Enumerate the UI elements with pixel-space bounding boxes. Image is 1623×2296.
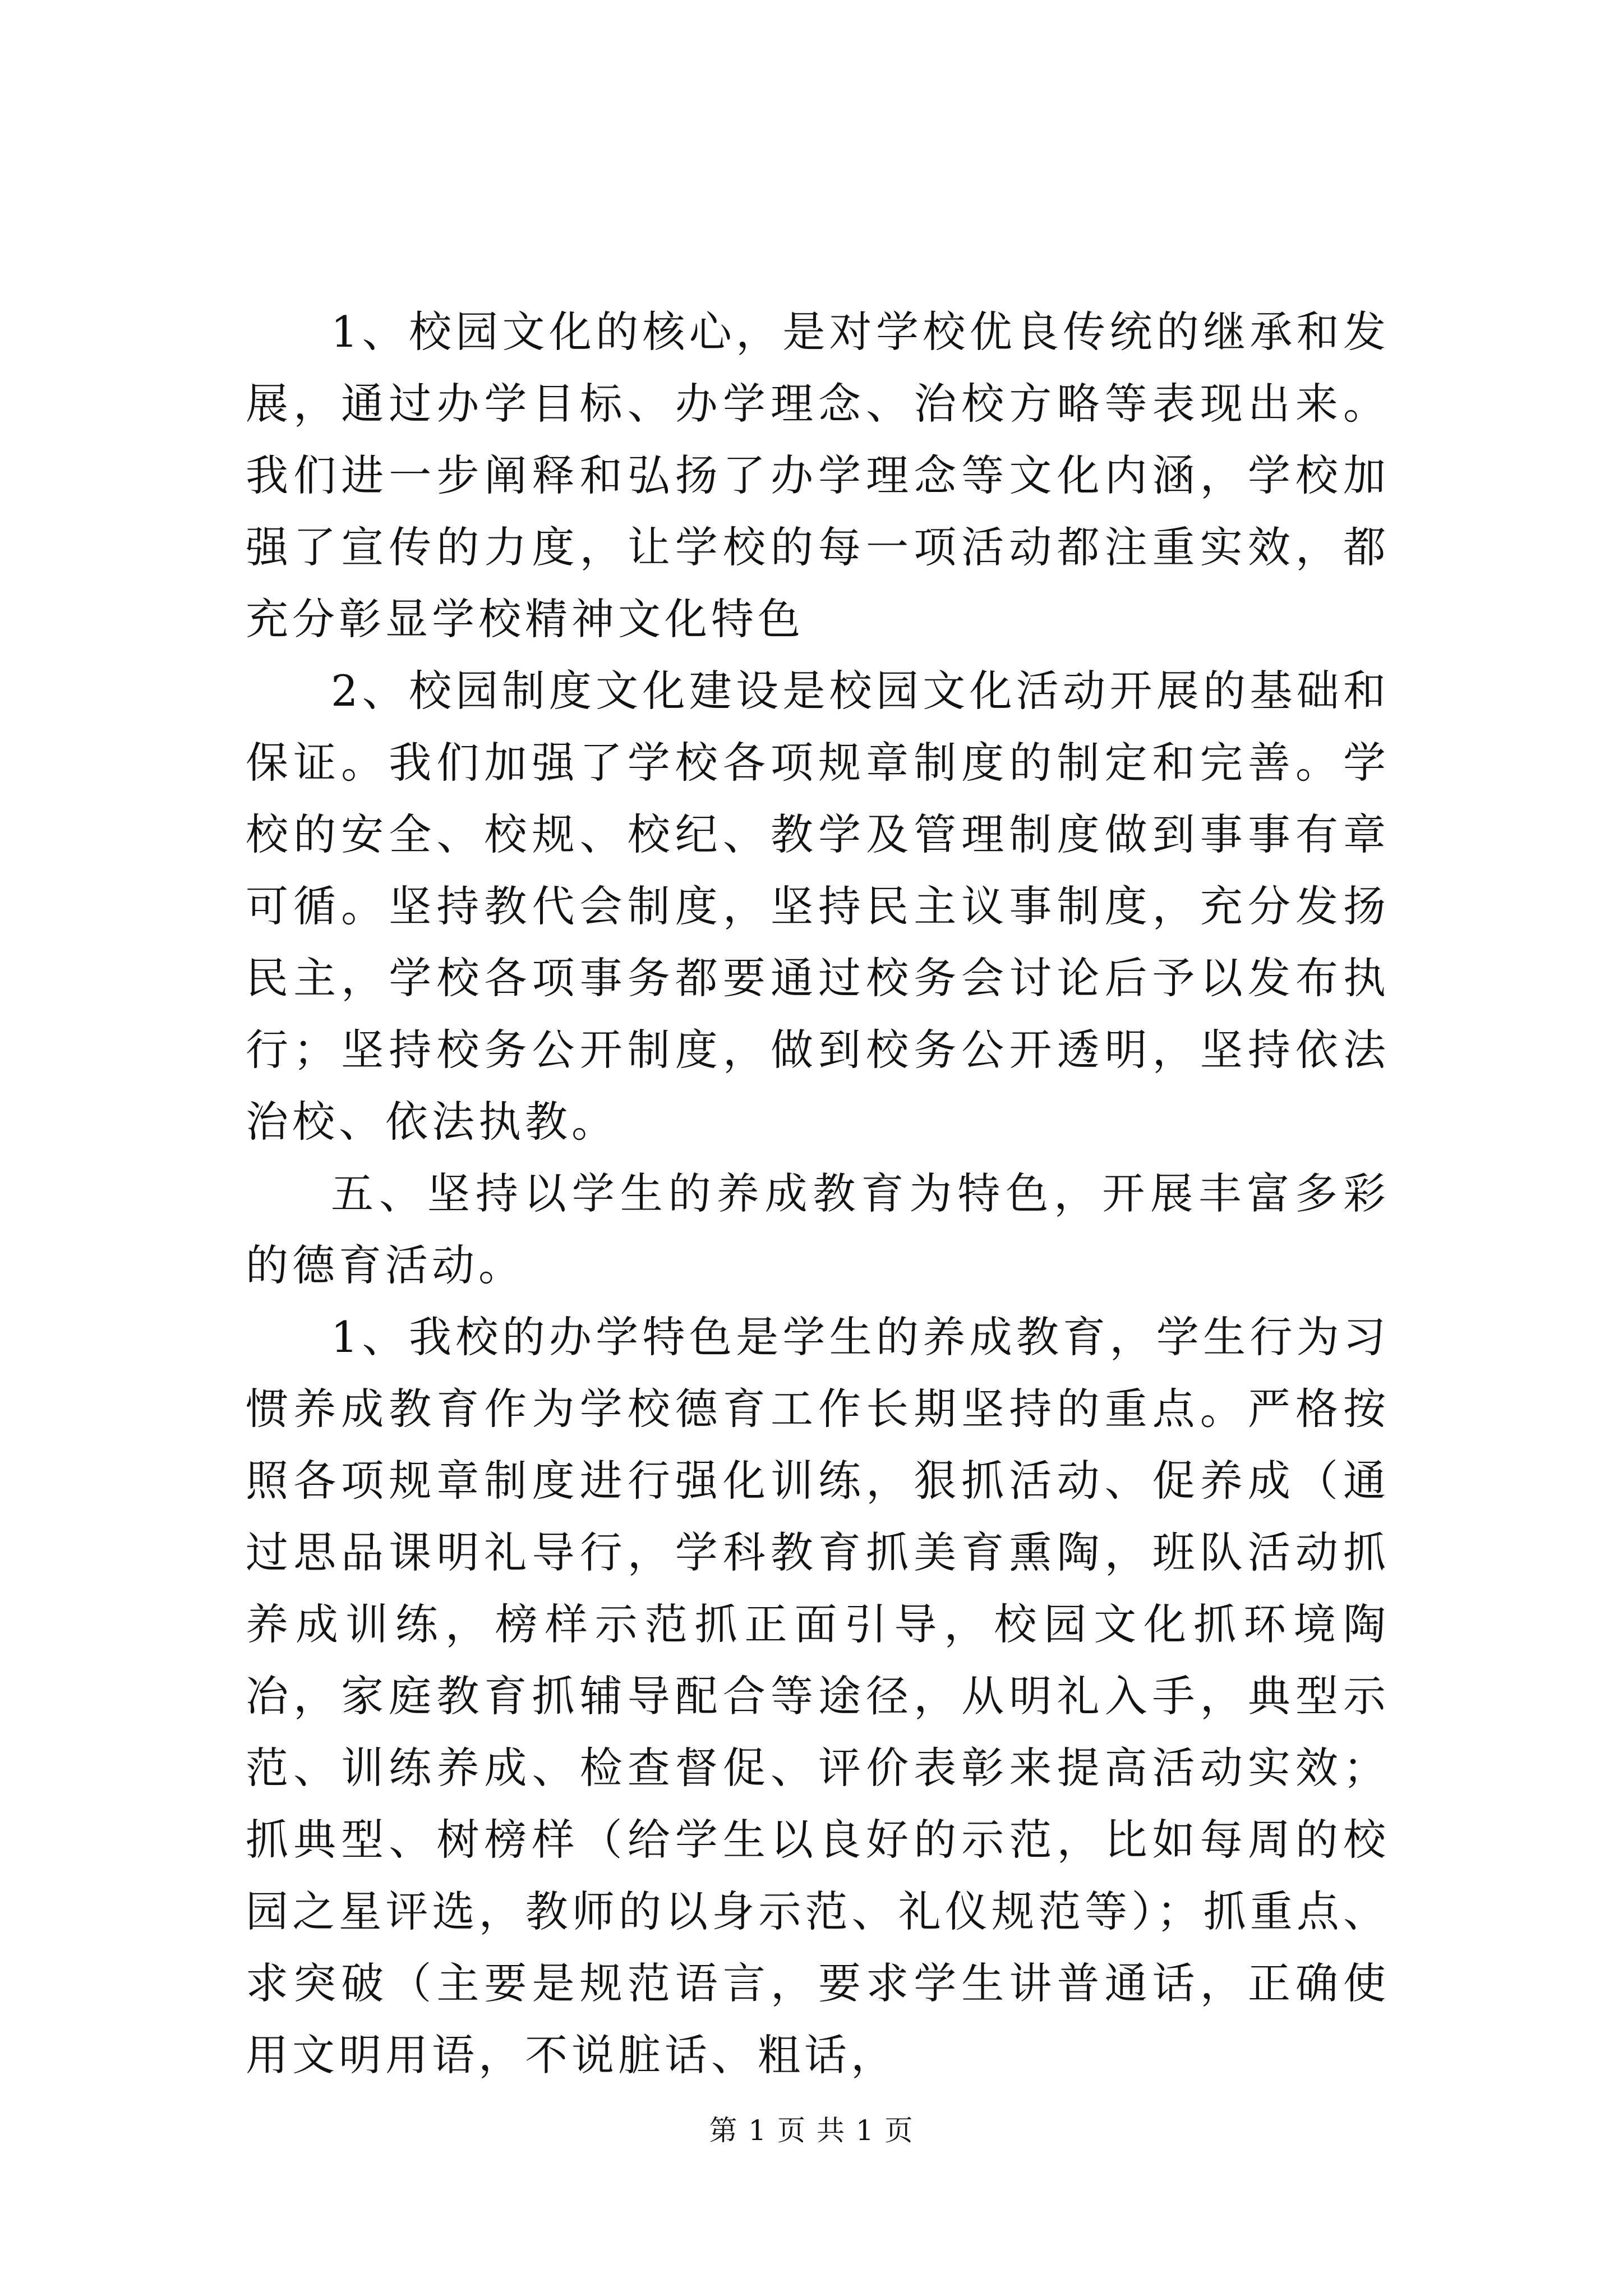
paragraph-4: 1、我校的办学特色是学生的养成教育，学生行为习惯养成教育作为学校德育工作长期坚持的重点。严格按照各项规章制度进行强化训练，狠抓活动、促养成（通过思品课明礼导行，学科教育抓美育熏陶，班队活动抓养成训练，榜样示范抓正面引导，校园文化抓环境陶冶，家庭教育抓辅导配合等途径，从明礼入手，典型示范、训练养成、检查督促、评价表彰来提高活动实效；抓典型、树榜样（给学生以良好的示范，比如每周的校园之星评选，教师的以身示范、礼仪规范等）；抓重点、求突破（主要是规范语言，要求学生讲普通话，正确使用文明用语，不说脏话、粗话， <box>246 1312 1390 2080</box>
paragraph-1: 1、校园文化的核心，是对学校优良传统的继承和发展，通过办学目标、办学理念、治校方略等表现出来。我们进一步阐释和弘扬了办学理念等文化内涵，学校加强了宣传的力度，让学校的每一项活动都注重实效，都充分彰显学校精神文化特色 <box>246 307 1390 644</box>
page-footer: 第 1 页 共 1 页 <box>709 2114 914 2147</box>
document-body <box>246 296 1390 2091</box>
paragraph-3: 五、坚持以学生的养成教育为特色，开展丰富多彩的德育活动。 <box>246 1168 1390 1290</box>
paragraph-2: 2、校园制度文化建设是校园文化活动开展的基础和保证。我们加强了学校各项规章制度的制定和完善。学校的安全、校规、校纪、教学及管理制度做到事事有章可循。坚持教代会制度，坚持民主议事制度，充分发扬民主，学校各项事务都要通过校务会讨论后予以发布执行；坚持校务公开制度，做到校务公开透明，坚持依法治校、依法执教。 <box>246 666 1390 1147</box>
